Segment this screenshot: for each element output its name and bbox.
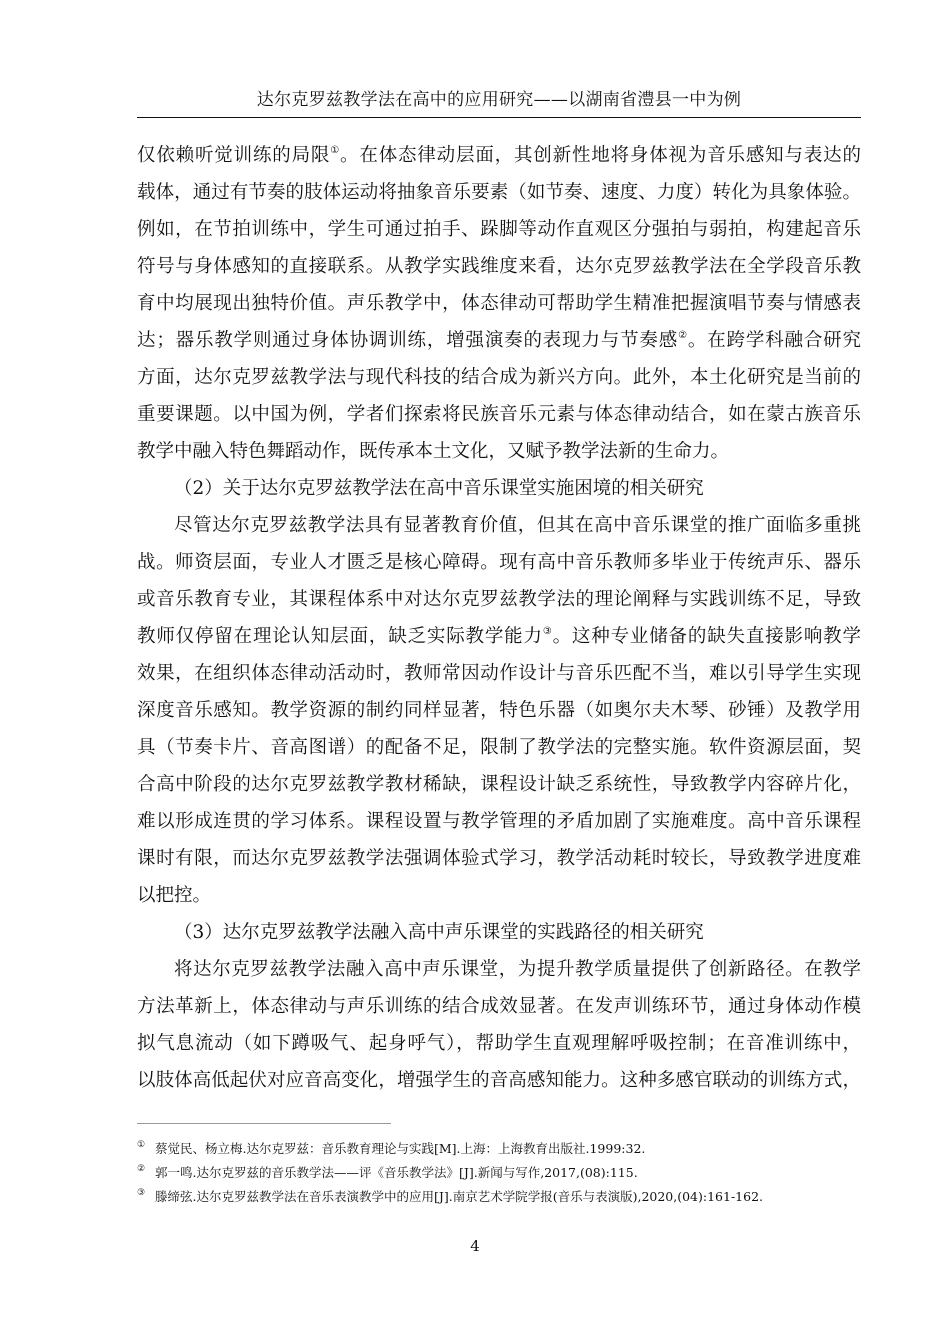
footnote-text: 滕缔弦.达尔克罗兹教学法在音乐表演教学中的应用[J].南京艺术学院学报(音乐与表演版),2020,(04):161-162. [155, 1189, 764, 1204]
section-heading: （2）关于达尔克罗兹教学法在高中音乐课堂实施困境的相关研究 [174, 478, 704, 499]
footnote-text: 蔡觉民、杨立梅.达尔克罗兹：音乐教育理论与实践[M].上海：上海教育出版社.1999:32. [155, 1141, 646, 1156]
footnote-text: 郭一鸣.达尔克罗兹的音乐教学法——评《音乐教学法》[J].新闻与写作,2017,(08):115. [155, 1165, 638, 1180]
text-line: 具（节奏卡片、音高图谱）的配备不足，限制了教学法的完整实施。软件资源层面，契 [137, 737, 861, 758]
footnote-mark: ① [137, 1140, 146, 1150]
text-line: 达；器乐教学则通过身体协调训练，增强演奏的表现力与节奏感②。在跨学科融合研究 [137, 330, 861, 351]
footnote-ref[interactable]: ③ [542, 626, 553, 637]
text-line: 例如，在节拍训练中，学生可通过拍手、跺脚等动作直观区分强拍与弱拍，构建起音乐 [137, 219, 861, 240]
text-line: 深度音乐感知。教学资源的制约同样显著，特色乐器（如奥尔夫木琴、砂锤）及教学用 [137, 700, 861, 721]
footnote [137, 1185, 861, 1209]
section-heading: （3）达尔克罗兹教学法融入高中声乐课堂的实践路径的相关研究 [174, 922, 704, 943]
text-line: 难以形成连贯的学习体系。课程设置与教学管理的矛盾加剧了实施难度。高中音乐课程 [137, 811, 861, 832]
text-line: 育中均展现出独特价值。声乐教学中，体态律动可帮助学生精准把握演唱节奏与情感表 [137, 293, 861, 314]
footnote [137, 1161, 861, 1185]
page-number: 4 [470, 1237, 480, 1255]
body-text [137, 137, 861, 1099]
text-line: 以肢体高低起伏对应音高变化，增强学生的音高感知能力。这种多感官联动的训练方式， [137, 1070, 861, 1091]
text-line: 教学中融入特色舞蹈动作，既传承本土文化，又赋予教学法新的生命力。 [137, 441, 730, 462]
text-line: 教师仅停留在理论认知层面，缺乏实际教学能力③。这种专业储备的缺失直接影响教学 [137, 626, 861, 647]
text-line: 符号与身体感知的直接联系。从教学实践维度来看，达尔克罗兹教学法在全学段音乐教 [137, 256, 861, 277]
footnote-mark: ② [137, 1164, 146, 1174]
text-line: 战。师资层面，专业人才匮乏是核心障碍。现有高中音乐教师多毕业于传统声乐、器乐 [137, 552, 861, 573]
paragraph [137, 507, 861, 914]
text-line: 效果，在组织体态律动活动时，教师常因动作设计与音乐匹配不当，难以引导学生实现 [137, 663, 861, 684]
text-line: 将达尔克罗兹教学法融入高中声乐课堂，为提升教学质量提供了创新路径。在教学 [174, 959, 861, 980]
footnote-separator [137, 1123, 391, 1124]
text-line: 尽管达尔克罗兹教学法具有显著教育价值，但其在高中音乐课堂的推广面临多重挑 [174, 515, 861, 536]
running-header: 达尔克罗兹教学法在高中的应用研究——以湖南省澧县一中为例 [256, 90, 742, 110]
paragraph [137, 951, 861, 1099]
footnote-ref[interactable]: ① [330, 145, 341, 156]
text-line: 重要课题。以中国为例，学者们探索将民族音乐元素与体态律动结合，如在蒙古族音乐 [137, 404, 861, 425]
footnote-mark: ③ [137, 1188, 146, 1198]
text-line: 载体，通过有节奏的肢体运动将抽象音乐要素（如节奏、速度、力度）转化为具象体验。 [137, 182, 861, 203]
text-line: 以把控。 [137, 885, 212, 906]
footnote-ref[interactable]: ② [678, 330, 688, 341]
text-line: 仅依赖听觉训练的局限①。在体态律动层面，其创新性地将身体视为音乐感知与表达的 [137, 145, 861, 166]
text-line: 或音乐教育专业，其课程体系中对达尔克罗兹教学法的理论阐释与实践训练不足，导致 [137, 589, 861, 610]
footnote [137, 1137, 861, 1161]
header-rule [137, 117, 861, 118]
text-line: 合高中阶段的达尔克罗兹教学教材稀缺，课程设计缺乏系统性，导致教学内容碎片化， [137, 774, 861, 795]
text-line: 拟气息流动（如下蹲吸气、起身呼气），帮助学生直观理解呼吸控制；在音准训练中， [137, 1033, 861, 1054]
text-line: 课时有限，而达尔克罗兹教学法强调体验式学习，教学活动耗时较长，导致教学进度难 [137, 848, 861, 869]
footnotes [137, 1137, 861, 1209]
paragraph [137, 137, 861, 470]
text-line: 方法革新上，体态律动与声乐训练的结合成效显著。在发声训练环节，通过身体动作模 [137, 996, 861, 1017]
text-line: 方面，达尔克罗兹教学法与现代科技的结合成为新兴方向。此外，本土化研究是当前的 [137, 367, 861, 388]
